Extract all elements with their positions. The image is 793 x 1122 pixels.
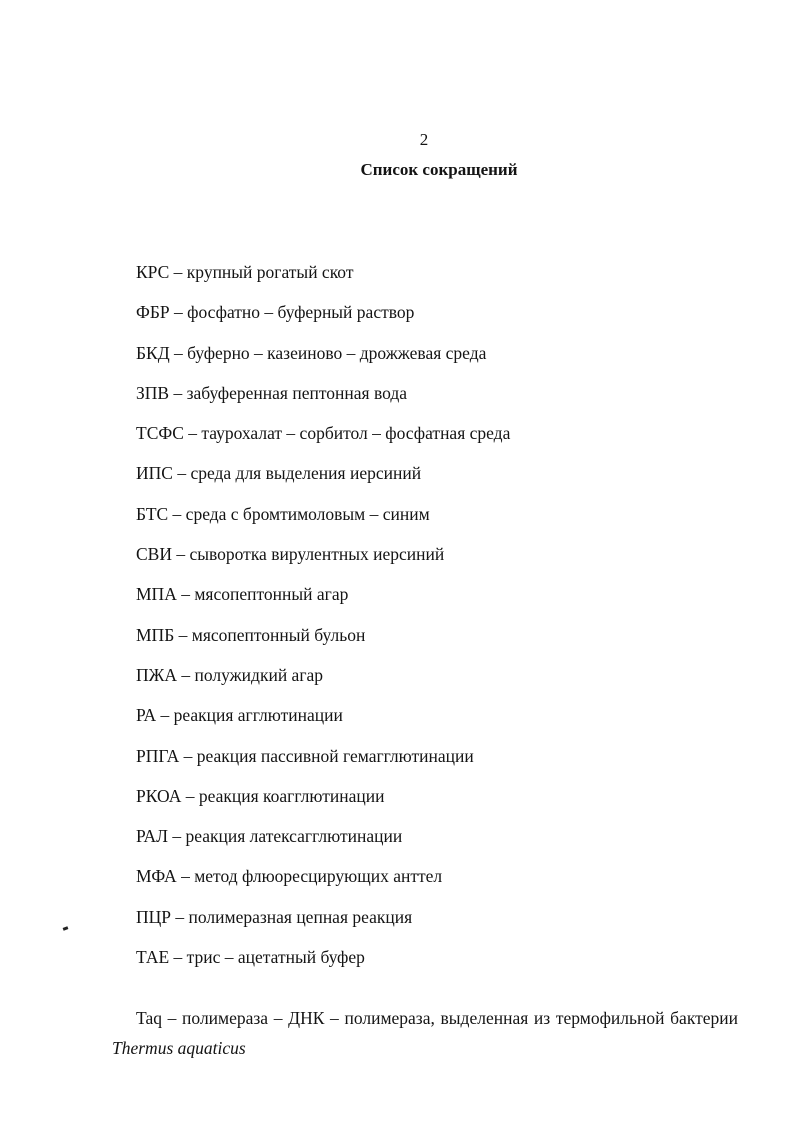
page-title: Список сокращений (360, 160, 518, 179)
list-item: ПЦР – полимеразная цепная реакция (136, 906, 413, 927)
list-item: РАЛ – реакция латексагглютинации (136, 826, 403, 847)
list-item: КРС – крупный рогатый скот (136, 262, 354, 282)
taq-entry-text: Taq – полимераза – ДНК – полимераза, выделенная из термофильной бактерии (136, 1007, 738, 1028)
list-item: МПБ – мясопептонный бульон (136, 624, 366, 645)
taq-polymerase-entry (112, 1003, 738, 1063)
list-item: ПЖА – полужидкий агар (136, 664, 324, 685)
list-item: МФА – метод флюоресцирующих анттел (136, 866, 443, 887)
list-item: МПА – мясопептонный агар (136, 584, 349, 605)
scan-mark (63, 926, 69, 931)
list-item: ЗПВ – забуференная пептонная вода (136, 382, 408, 403)
list-item: ТСФС – таурохалат – сорбитол – фосфатная среда (136, 423, 511, 444)
list-item: БКД – буферно – казеиново – дрожжевая среда (136, 342, 487, 363)
list-item: ТАЕ – трис – ацетатный буфер (136, 947, 365, 968)
page-number: 2 (419, 130, 429, 149)
species-name: Thermus aquaticus (112, 1037, 246, 1058)
list-item: РКОА – реакция коагглютинации (136, 785, 385, 806)
list-item: БТС – среда с бромтимоловым – синим (136, 503, 430, 524)
abbreviation-list (136, 260, 510, 985)
list-item: РПГА – реакция пассивной гемагглютинации (136, 745, 474, 766)
list-item: СВИ – сыворотка вирулентных иерсиний (136, 544, 445, 565)
list-item: ФБР – фосфатно – буферный раствор (136, 302, 415, 323)
list-item: ИПС – среда для выделения иерсиний (136, 463, 422, 484)
list-item: РА – реакция агглютинации (136, 705, 343, 726)
